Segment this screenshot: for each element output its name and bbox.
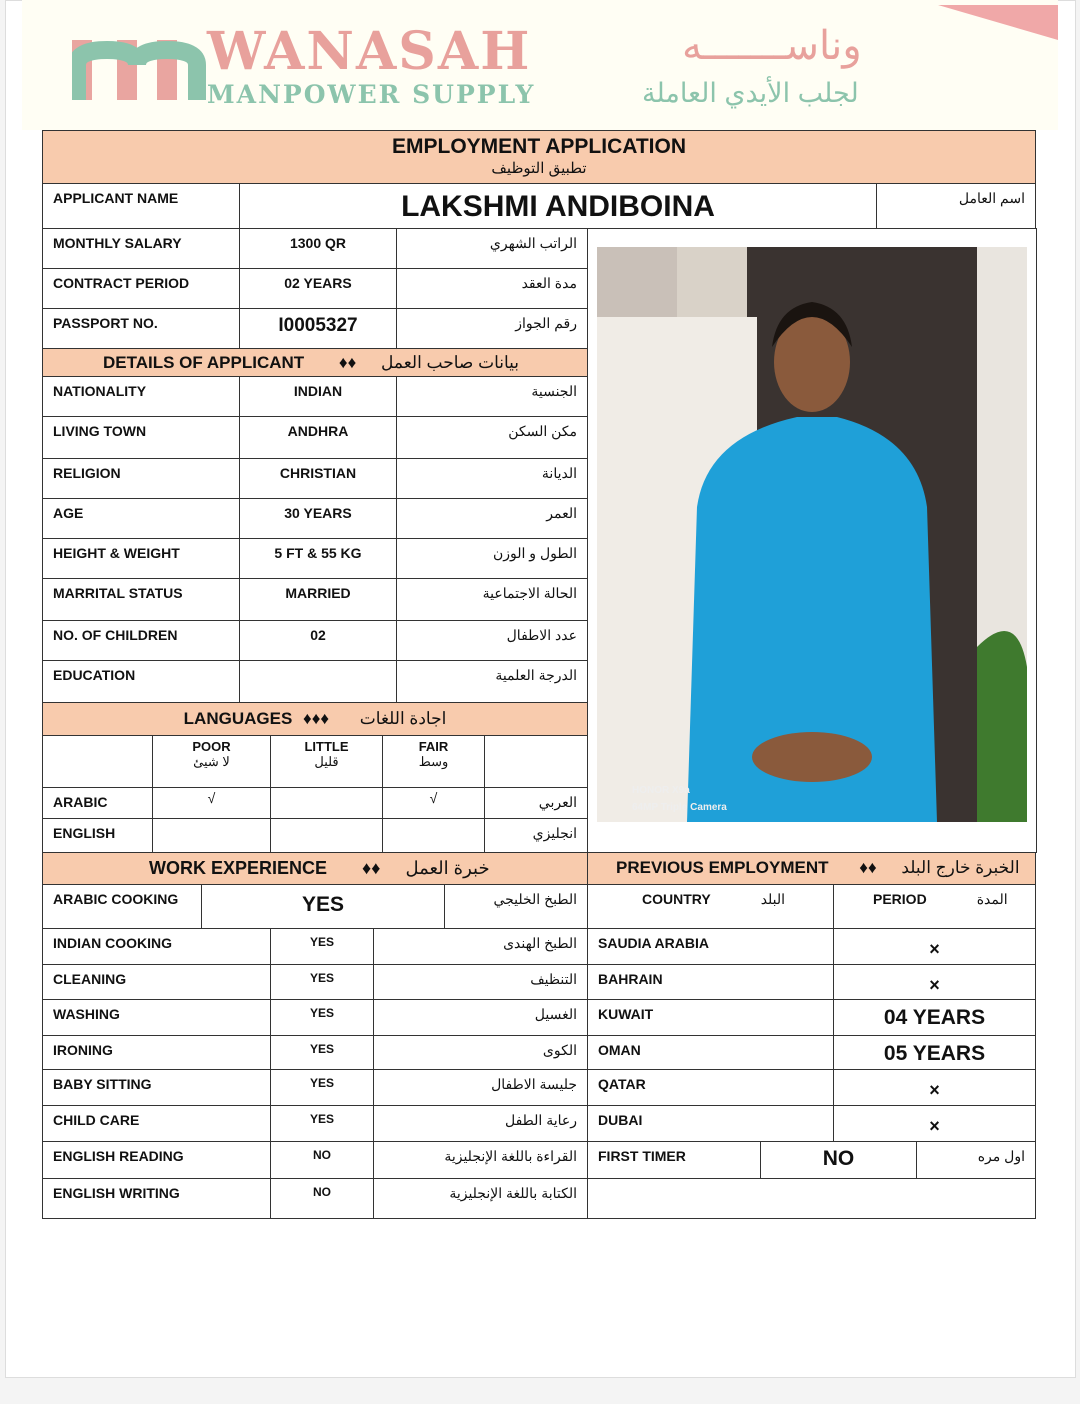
- detail-label-ar: الجنسية: [396, 376, 588, 417]
- detail-label-ar: الديانة: [396, 458, 588, 499]
- level-en: FAIR: [418, 739, 449, 754]
- country-header: [587, 884, 834, 929]
- row-label-ar: رقم الجواز: [396, 308, 588, 349]
- detail-value: INDIAN: [239, 376, 397, 417]
- work-value: YES: [270, 964, 374, 1000]
- previous-header-ar: الخبرة خارج البلد: [901, 858, 1020, 877]
- row-value: 02 YEARS: [239, 268, 397, 309]
- detail-value: 5 FT & 55 KG: [239, 538, 397, 579]
- diamond-icon: ♦♦: [338, 353, 357, 372]
- level-ar: قليل: [314, 754, 339, 769]
- work-value: YES: [270, 1069, 374, 1106]
- detail-label-ar: الحالة الاجتماعية: [396, 578, 588, 621]
- period-value: ×: [833, 1069, 1036, 1106]
- detail-value: ANDHRA: [239, 416, 397, 459]
- logo-tagline: MANPOWER SUPPLY: [207, 80, 536, 109]
- work-label: IRONING: [42, 1035, 271, 1070]
- details-header-ar: بيانات صاحب العمل: [381, 353, 520, 372]
- work-label: ARABIC COOKING: [42, 884, 202, 929]
- country-name: QATAR: [587, 1069, 834, 1106]
- work-label-ar: الطبخ الهندى: [373, 928, 588, 965]
- work-value: YES: [270, 1105, 374, 1142]
- work-header: [42, 852, 588, 885]
- previous-header: [587, 852, 1036, 885]
- period-value: 05 YEARS: [833, 1035, 1036, 1070]
- detail-value: MARRIED: [239, 578, 397, 621]
- detail-label: RELIGION: [42, 458, 240, 499]
- details-header-en: DETAILS OF APPLICANT: [103, 353, 305, 372]
- level-en: LITTLE: [304, 739, 349, 754]
- work-value: NO: [270, 1141, 374, 1179]
- period-value: ×: [833, 964, 1036, 1000]
- applicant-name-value: LAKSHMI ANDIBOINA: [239, 183, 877, 229]
- title-en: EMPLOYMENT APPLICATION: [392, 135, 686, 158]
- logo-brand: WANASAH: [207, 21, 532, 82]
- languages-blank: [484, 735, 588, 788]
- work-label: BABY SITTING: [42, 1069, 271, 1106]
- fair-check: [382, 818, 485, 853]
- previous-header-en: PREVIOUS EMPLOYMENT: [616, 858, 829, 877]
- language-name: ENGLISH: [42, 818, 153, 853]
- work-label: WASHING: [42, 999, 271, 1036]
- detail-label: NO. OF CHILDREN: [42, 620, 240, 661]
- detail-label-ar: مكن السكن: [396, 416, 588, 459]
- form-title: [42, 130, 1036, 184]
- work-value: YES: [270, 928, 374, 965]
- country-header-ar: البلد: [760, 891, 786, 907]
- country-name: BAHRAIN: [587, 964, 834, 1000]
- applicant-name-label-ar: اسم العامل: [876, 183, 1036, 229]
- fair-check: √: [382, 787, 485, 819]
- first-timer-label-ar: اول مره: [916, 1141, 1036, 1179]
- country-name: OMAN: [587, 1035, 834, 1070]
- photo-frame: [587, 228, 1037, 853]
- level-fair: [382, 735, 485, 788]
- logo-mark-icon: [72, 35, 222, 105]
- period-header-en: PERIOD: [873, 891, 927, 907]
- detail-label: EDUCATION: [42, 660, 240, 703]
- row-label: PASSPORT NO.: [42, 308, 240, 349]
- work-value: YES: [270, 999, 374, 1036]
- level-poor: [152, 735, 271, 788]
- detail-value: 02: [239, 620, 397, 661]
- level-en: POOR: [192, 739, 231, 754]
- language-name-ar: العربي: [484, 787, 588, 819]
- row-label-ar: مدة العقد: [396, 268, 588, 309]
- logo-brand-ar: وناســـــــه: [682, 24, 862, 68]
- country-name: SAUDIA ARABIA: [587, 928, 834, 965]
- first-timer-label: FIRST TIMER: [587, 1141, 761, 1179]
- first-timer-value: NO: [760, 1141, 917, 1179]
- languages-header: [42, 702, 588, 736]
- work-label-ar: القراءة باللغة الإنجليزية: [373, 1141, 588, 1179]
- detail-value: [239, 660, 397, 703]
- work-header-en: WORK EXPERIENCE: [149, 858, 328, 878]
- period-value: 04 YEARS: [833, 999, 1036, 1036]
- corner-decoration: [938, 0, 1058, 40]
- level-ar: وسط: [418, 754, 449, 769]
- detail-label: MARRITAL STATUS: [42, 578, 240, 621]
- country-name: DUBAI: [587, 1105, 834, 1142]
- work-label: ENGLISH WRITING: [42, 1178, 271, 1219]
- language-name-ar: انجليزي: [484, 818, 588, 853]
- photo-watermark-camera: 64MP Triple Camera: [632, 802, 727, 813]
- company-logo: [22, 0, 1058, 130]
- detail-label-ar: العمر: [396, 498, 588, 539]
- languages-corner: [42, 735, 153, 788]
- detail-label: HEIGHT & WEIGHT: [42, 538, 240, 579]
- little-check: [270, 787, 383, 819]
- passport-value: I0005327: [239, 308, 397, 349]
- detail-label-ar: الطول و الوزن: [396, 538, 588, 579]
- language-name: ARABIC: [42, 787, 153, 819]
- diamond-icon: ♦♦♦: [303, 709, 330, 728]
- detail-label: NATIONALITY: [42, 376, 240, 417]
- level-little: [270, 735, 383, 788]
- work-label: CLEANING: [42, 964, 271, 1000]
- country-header-en: COUNTRY: [642, 891, 711, 907]
- work-value: YES: [201, 884, 445, 929]
- work-label-ar: التنظيف: [373, 964, 588, 1000]
- country-name: KUWAIT: [587, 999, 834, 1036]
- work-label: ENGLISH READING: [42, 1141, 271, 1179]
- period-value: ×: [833, 1105, 1036, 1142]
- level-ar: لا شيئ: [193, 754, 230, 769]
- row-label: CONTRACT PERIOD: [42, 268, 240, 309]
- poor-check: [152, 818, 271, 853]
- detail-label-ar: الدرجة العلمية: [396, 660, 588, 703]
- detail-label: LIVING TOWN: [42, 416, 240, 459]
- applicant-photo: [597, 247, 1027, 822]
- period-value: ×: [833, 928, 1036, 965]
- poor-check: √: [152, 787, 271, 819]
- row-value: 1300 QR: [239, 228, 397, 269]
- languages-header-ar: اجادة اللغات: [359, 709, 447, 728]
- little-check: [270, 818, 383, 853]
- work-label-ar: رعاية الطفل: [373, 1105, 588, 1142]
- detail-label: AGE: [42, 498, 240, 539]
- photo-watermark-model: HONOR X9a: [632, 785, 690, 796]
- detail-value: 30 YEARS: [239, 498, 397, 539]
- work-value: NO: [270, 1178, 374, 1219]
- detail-label-ar: عدد الاطفال: [396, 620, 588, 661]
- diamond-icon: ♦♦: [362, 858, 381, 878]
- period-header: [833, 884, 1036, 929]
- work-header-ar: خبرة العمل: [405, 858, 490, 878]
- details-header: [42, 348, 588, 377]
- work-label: INDIAN COOKING: [42, 928, 271, 965]
- row-label-ar: الراتب الشهري: [396, 228, 588, 269]
- detail-value: CHRISTIAN: [239, 458, 397, 499]
- logo-tagline-ar: لجلب الأيدي العاملة: [642, 78, 859, 108]
- work-label-ar: الكوى: [373, 1035, 588, 1070]
- row-label: MONTHLY SALARY: [42, 228, 240, 269]
- blank-cell: [587, 1178, 1036, 1219]
- diamond-icon: ♦♦: [859, 858, 877, 877]
- title-ar: تطبيق التوظيف: [491, 160, 587, 177]
- work-label-ar: الطبخ الخليجي: [444, 884, 588, 929]
- work-label-ar: الغسيل: [373, 999, 588, 1036]
- period-header-ar: المدة: [976, 891, 1008, 907]
- languages-header-en: LANGUAGES: [183, 709, 293, 728]
- work-label: CHILD CARE: [42, 1105, 271, 1142]
- work-label-ar: الكتابة باللغة الإنجليزية: [373, 1178, 588, 1219]
- work-label-ar: جليسة الاطفال: [373, 1069, 588, 1106]
- work-value: YES: [270, 1035, 374, 1070]
- applicant-name-label: APPLICANT NAME: [42, 183, 240, 229]
